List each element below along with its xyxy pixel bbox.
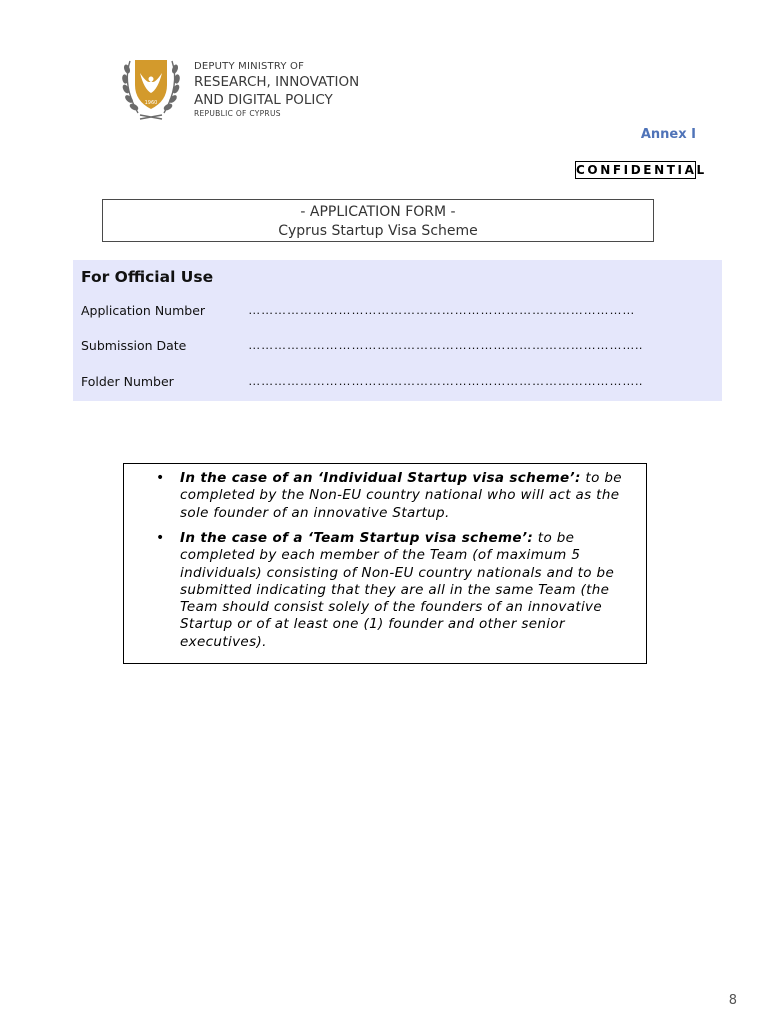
official-use-panel: [73, 260, 722, 401]
submission-date-label: Submission Date: [81, 338, 187, 353]
ministry-logo: [118, 55, 358, 125]
application-number-label: Application Number: [81, 303, 206, 318]
bullet-icon: •: [156, 530, 165, 546]
application-number-field[interactable]: ………………………………………………………………………………: [248, 303, 635, 317]
list-item-lead: In the case of a ‘Team Startup visa scheme’:: [180, 530, 534, 546]
list-item-text: to be completed by each member of the Team (of maximum 5 individuals) consisting of Non-EU country nationals and to be submitted indicating that they are all in the same Team (the Team should consist solely of the founders of an innovative Startup or of at least one (1) founder and other senior executives).: [180, 530, 615, 650]
page-number: 8: [728, 993, 737, 1008]
bullet-icon: •: [156, 470, 165, 486]
cyprus-coat-of-arms-icon: [118, 55, 184, 123]
org-name-line-3: AND DIGITAL POLICY: [194, 92, 333, 108]
svg-text:1960: 1960: [144, 100, 158, 106]
confidential-badge: CONFIDENTIAL: [576, 163, 707, 177]
submission-date-field[interactable]: ………………………………………………………………………………..: [248, 338, 643, 352]
folder-number-label: Folder Number: [81, 374, 174, 389]
org-name-line-2: RESEARCH, INNOVATION: [194, 74, 360, 90]
application-number-row: [81, 303, 711, 321]
list-item-text: to be completed by the Non-EU country national who will act as the sole founder of an innovative Startup.: [180, 470, 622, 521]
list-item: [180, 530, 635, 651]
list-item: [180, 470, 635, 522]
form-title-box: [102, 199, 654, 242]
submission-date-row: [81, 338, 711, 356]
folder-number-field[interactable]: ………………………………………………………………………………..: [248, 374, 643, 388]
list-item-lead: In the case of an ‘Individual Startup visa scheme’:: [180, 470, 581, 486]
annex-label: Annex I: [640, 127, 696, 142]
org-name-line-1: DEPUTY MINISTRY OF: [194, 61, 305, 72]
official-use-title: For Official Use: [81, 268, 214, 286]
scheme-notice-box: [123, 463, 647, 664]
org-subtitle: REPUBLIC OF CYPRUS: [194, 109, 281, 118]
form-subtitle: Cyprus Startup Visa Scheme: [278, 223, 478, 239]
form-title: - APPLICATION FORM -: [300, 204, 456, 220]
folder-number-row: [81, 374, 711, 392]
